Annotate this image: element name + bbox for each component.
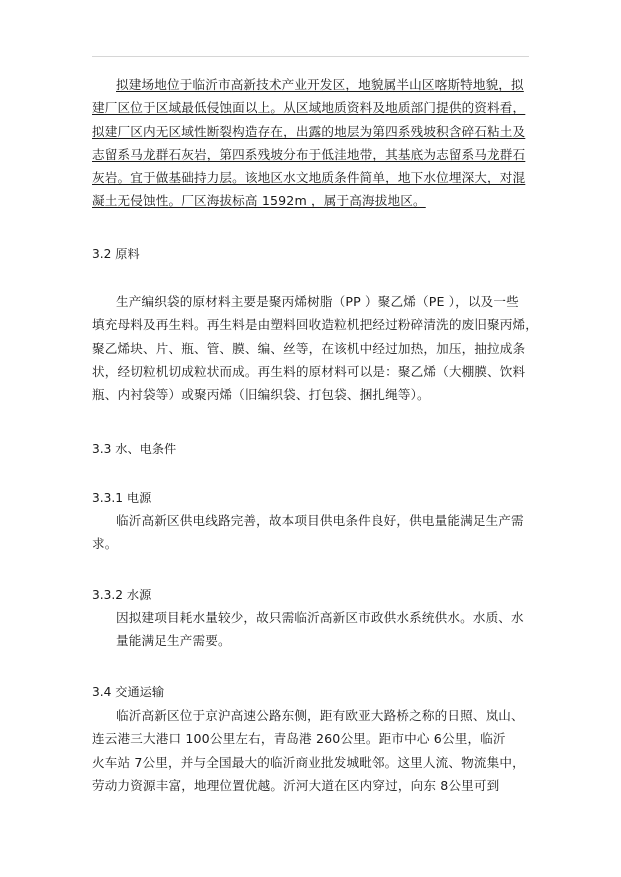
text-line: 火车站 7公里，并与全国最大的临沂商业批发城毗邻。这里人流、物流集中， (92, 754, 525, 770)
text-line: 拟建厂区内无区域性断裂构造存在，出露的地层为第四系残坡积含碎石粘土及 (92, 123, 526, 139)
text-line: 凝土无侵蚀性。厂区海拔标高 1592m ，属于高海拔地区。 (92, 193, 426, 209)
text-line: 志留系马龙群石灰岩，第四系残坡分布于低洼地带，其基底为志留系马龙群石 (92, 146, 526, 162)
text-line: 生产编织袋的原材料主要是聚丙烯树脂（PP ）聚乙烯（PE ），以及一些 (116, 294, 519, 309)
heading-3-3-water-power: 3.3 水、电条件 (92, 442, 177, 456)
paragraph-raw-materials (92, 290, 542, 406)
text-line: 量能满足生产需要。 (116, 633, 231, 649)
text-line: 状，经切粒机切成粒状而成。再生料的原材料可以是：聚乙烯（大棚膜、饮料 (92, 363, 526, 379)
text-line: 因拟建项目耗水量较少，故只需临沂高新区市政供水系统供水。水质、水 (116, 610, 524, 625)
text-line: 求。 (92, 536, 118, 552)
text-line: 瓶、内衬袋等）或聚丙烯（旧编织袋、打包袋、捆扎绳等）。 (92, 387, 430, 403)
paragraph-power-supply (92, 509, 542, 556)
header-divider (92, 56, 529, 57)
heading-3-4-transportation: 3.4 交通运输 (92, 685, 165, 699)
heading-3-2-raw-materials: 3.2 原料 (92, 247, 140, 261)
text-line: 临沂高新区供电线路完善，故本项目供电条件良好，供电量能满足生产需 (116, 513, 524, 528)
heading-3-3-1-power-supply: 3.3.1 电源 (92, 491, 152, 505)
paragraph-site-geology (92, 73, 542, 213)
text-line: 临沂高新区位于京沪高速公路东侧，距有欧亚大路桥之称的日照、岚山、 (116, 708, 524, 723)
text-line: 连云港三大港口 100公里左右，青岛港 260公里。距市中心 6公里，临沂 (92, 731, 506, 747)
text-line: 灰岩。宜于做基础持力层。该地区水文地质条件简单，地下水位埋深大，对混 (92, 170, 526, 186)
heading-3-3-2-water-supply: 3.3.2 水源 (92, 588, 152, 602)
paragraph-transportation (92, 704, 542, 797)
text-line: 拟建场地位于临沂市高新技术产业开发区，地貌属半山区喀斯特地貌，拟 (116, 77, 524, 92)
text-line: 劳动力资源丰富，地理位置优越。沂河大道在区内穿过，向东 8公里可到 (92, 777, 500, 793)
text-line: 聚乙烯块、片、瓶、管、膜、编、丝等，在该机中经过加热，加压，抽拉成条 (92, 340, 526, 356)
text-line: 建厂区位于区域最低侵蚀面以上。从区域地质资料及地质部门提供的资料看， (92, 100, 526, 116)
paragraph-water-supply (92, 606, 542, 653)
text-line: 填充母料及再生料。再生料是由塑料回收造粒机把经过粉碎清洗的废旧聚丙烯， (92, 317, 539, 333)
